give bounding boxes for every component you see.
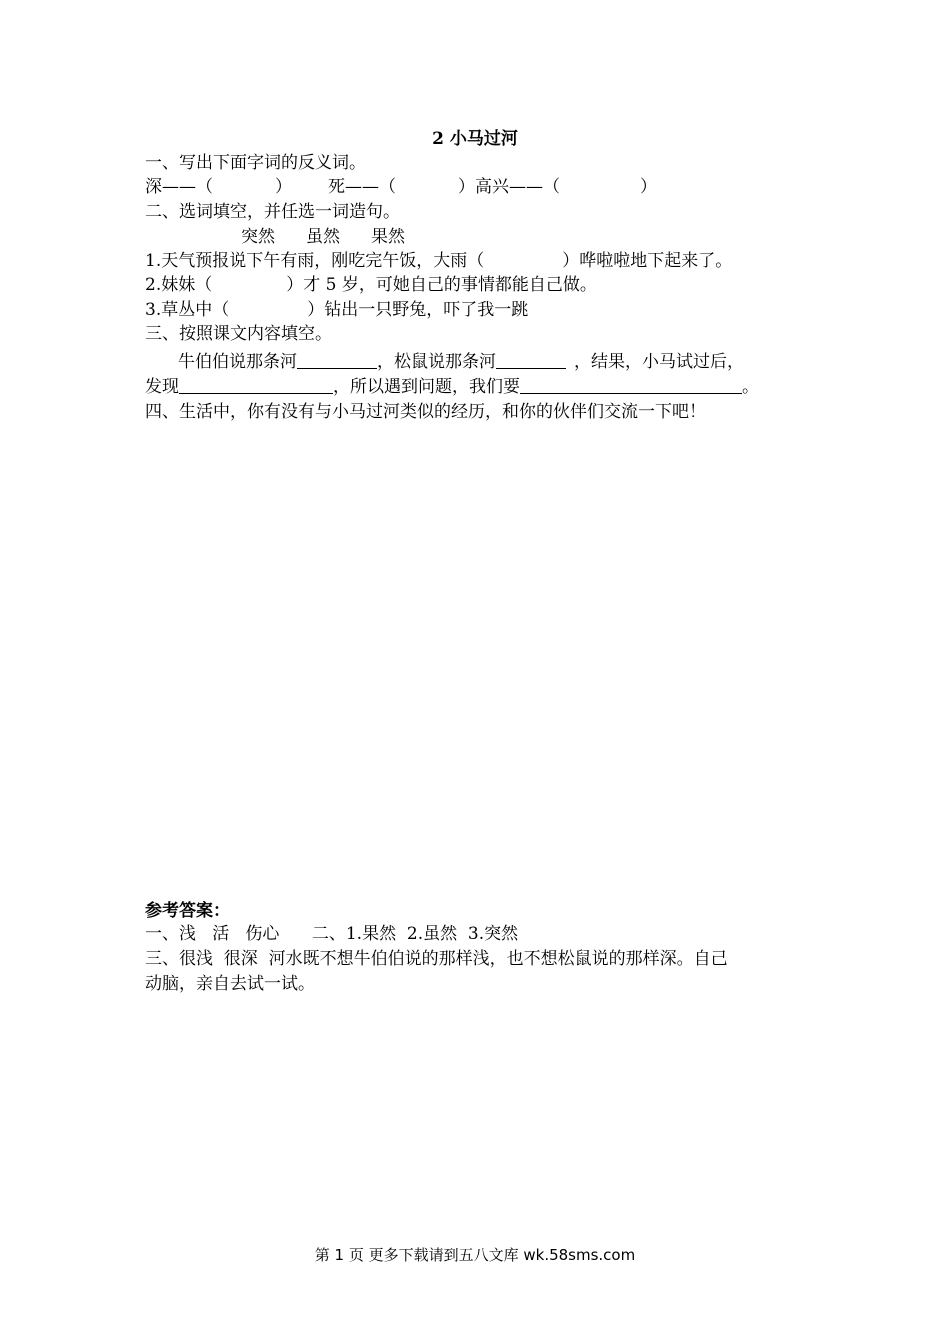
q3-paragraph-line-1: 牛伯伯说那条河 ，松鼠说那条河 ，结果，小马试过后， [178,352,744,372]
q1-item-2-open: 死——（ [328,177,396,197]
answers-heading: 参考答案： [145,901,230,921]
q3-paragraph-line-2: 发现 ，所以遇到问题，我们要 。 [145,377,759,397]
q2-sentence-2: 2.妹妹（ ）才 5 岁，可她自己的事情都能自己做。 [145,275,597,295]
q2-sentence-1: 1.天气预报说下午有雨，刚吃完午饭，大雨（ ）哗啦啦地下起来了。 [145,251,733,271]
q2-heading: 二、选词填空，并任选一词造句。 [145,202,400,222]
page-title: 2 小马过河 [432,129,518,149]
q2-word-bank [241,225,405,249]
q1-item-1-open: 深——（ [145,177,213,197]
page-footer: 第 1 页 更多下载请到五八文库 wk.58sms.com [314,1246,636,1264]
q3-heading: 三、按照课文内容填空。 [145,324,332,344]
blank-line [496,351,566,369]
answers-line-2: 三、很浅 很深 河水既不想牛伯伯说的那样浅，也不想松鼠说的那样深。自己 [145,949,728,969]
blank-line [297,351,377,369]
answers-line-1: 一、浅 活 伤心 二、1.果然 2.虽然 3.突然 [145,924,519,944]
blank-line [179,376,333,394]
blank-line [520,376,742,394]
q2-word: 突然 [241,227,275,247]
q2-word: 虽然 [306,227,340,247]
q1-antonym-row [145,175,657,199]
q1-item-1-close: ） [275,177,292,197]
q4-heading: 四、生活中，你有没有与小马过河类似的经历，和你的伙伴们交流一下吧！ [145,402,706,422]
q1-item-3-open: ）高兴——（ [458,177,560,197]
q2-sentence-3: 3.草丛中（ ）钻出一只野兔，吓了我一跳 [145,300,529,320]
q2-word: 果然 [371,227,405,247]
answers-line-3: 动脑，亲自去试一试。 [145,974,315,994]
q1-item-3-close: ） [640,177,657,197]
q1-heading: 一、写出下面字词的反义词。 [145,153,366,173]
